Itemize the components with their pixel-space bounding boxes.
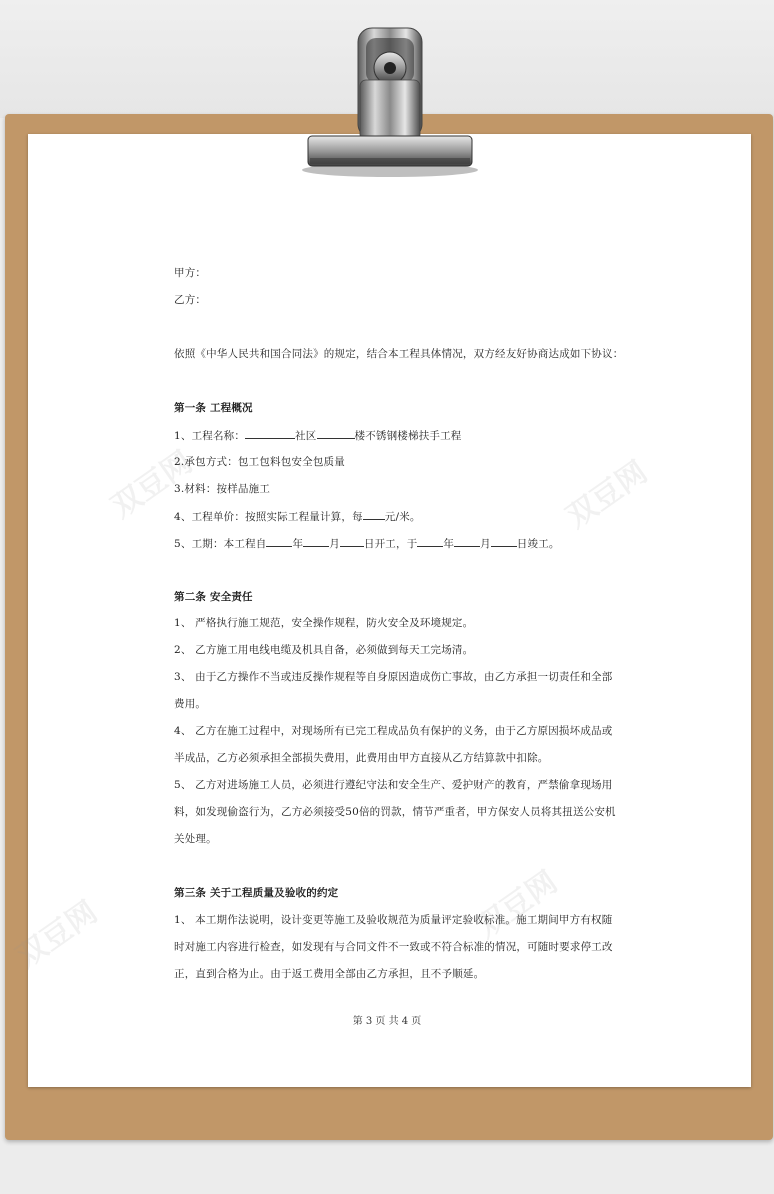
start-year-blank [266, 535, 292, 547]
article2-line: 2、 乙方施工用电线电缆及机具自备，必须做到每天工完场清。 [174, 644, 474, 656]
project-type-label: 楼不锈钢楼梯扶手工程 [354, 430, 462, 442]
party-b-label: 乙方： [174, 294, 207, 306]
end-year-blank [417, 535, 443, 547]
article1-item3: 3.材料：按样品施工 [174, 483, 271, 495]
unit-price-suffix: 元/米。 [384, 511, 421, 523]
article1-item5 [174, 535, 560, 551]
community-label: 社区 [295, 430, 317, 442]
page-number: 第 3 页 共 4 页 [352, 1016, 422, 1027]
period-label: 5、工期：本工程自 [174, 538, 267, 550]
article2-line: 料，如发现偷盗行为，乙方必须接受50倍的罚款，情节严重者，甲方保安人员将其扭送公安机 [174, 806, 616, 818]
watermark: 双豆网 [560, 454, 654, 536]
year-label: 年 [292, 538, 304, 550]
start-month-blank [303, 535, 329, 547]
month-label: 月 [480, 538, 491, 550]
unit-price-label: 4、工程单价：按照实际工程量计算，每 [174, 511, 363, 523]
year-label: 年 [443, 538, 455, 550]
watermark: 双豆网 [10, 894, 104, 976]
article2-line: 3、 由于乙方操作不当或违反操作规程等自身原因造成伤亡事故，由乙方承担一切责任和全部 [174, 671, 613, 683]
article2-line: 4、 乙方在施工过程中，对现场所有已完工程成品负有保护的义务，由于乙方原因损坏成品或 [174, 725, 613, 737]
project-name-label: 1、工程名称： [174, 430, 246, 442]
article1-item2: 2.承包方式：包工包料包安全包质量 [174, 456, 345, 468]
article2-line: 1、 严格执行施工规范，安全操作规程，防火安全及环境规定。 [174, 617, 474, 629]
month-label: 月 [329, 538, 340, 550]
watermark: 双豆网 [470, 864, 564, 946]
article1-item4 [174, 508, 421, 524]
article2-line: 关处理。 [174, 833, 217, 845]
end-month-blank [454, 535, 480, 547]
article3-line: 正，直到合格为止。由于返工费用全部由乙方承担，且不予顺延。 [174, 968, 485, 980]
end-day-blank [491, 535, 517, 547]
article2-line: 5、 乙方对进场施工人员，必须进行遵纪守法和安全生产、爱护财产的教育，严禁偷拿现场用 [174, 779, 613, 791]
article1-item1 [174, 427, 462, 443]
article3-line: 1、 本工期作法说明，设计变更等施工及验收规范为质量评定验收标准。施工期间甲方有权随 [174, 914, 613, 926]
article3-line: 时对施工内容进行检查，如发现有与合同文件不一致或不符合标准的情况，可随时要求停工改 [174, 941, 613, 953]
watermark: 双豆网 [105, 444, 199, 526]
unit-price-blank [363, 508, 385, 520]
article2-line: 半成品，乙方必须承担全部损失费用，此费用由甲方直接从乙方结算款中扣除。 [174, 752, 549, 764]
article2-line: 费用。 [174, 698, 207, 710]
party-a-label: 甲方： [174, 267, 207, 279]
project-name-blank [245, 427, 295, 439]
start-label: 日开工，于 [363, 538, 418, 550]
article2-title: 第二条 安全责任 [174, 591, 253, 603]
start-day-blank [340, 535, 364, 547]
article1-title: 第一条 工程概况 [174, 402, 253, 414]
end-label: 日竣工。 [516, 538, 560, 550]
intro-paragraph: 依照《中华人民共和国合同法》的规定，结合本工程具体情况，双方经友好协商达成如下协议： [174, 348, 624, 360]
article3-title: 第三条 关于工程质量及验收的约定 [174, 887, 339, 899]
building-blank [317, 427, 355, 439]
